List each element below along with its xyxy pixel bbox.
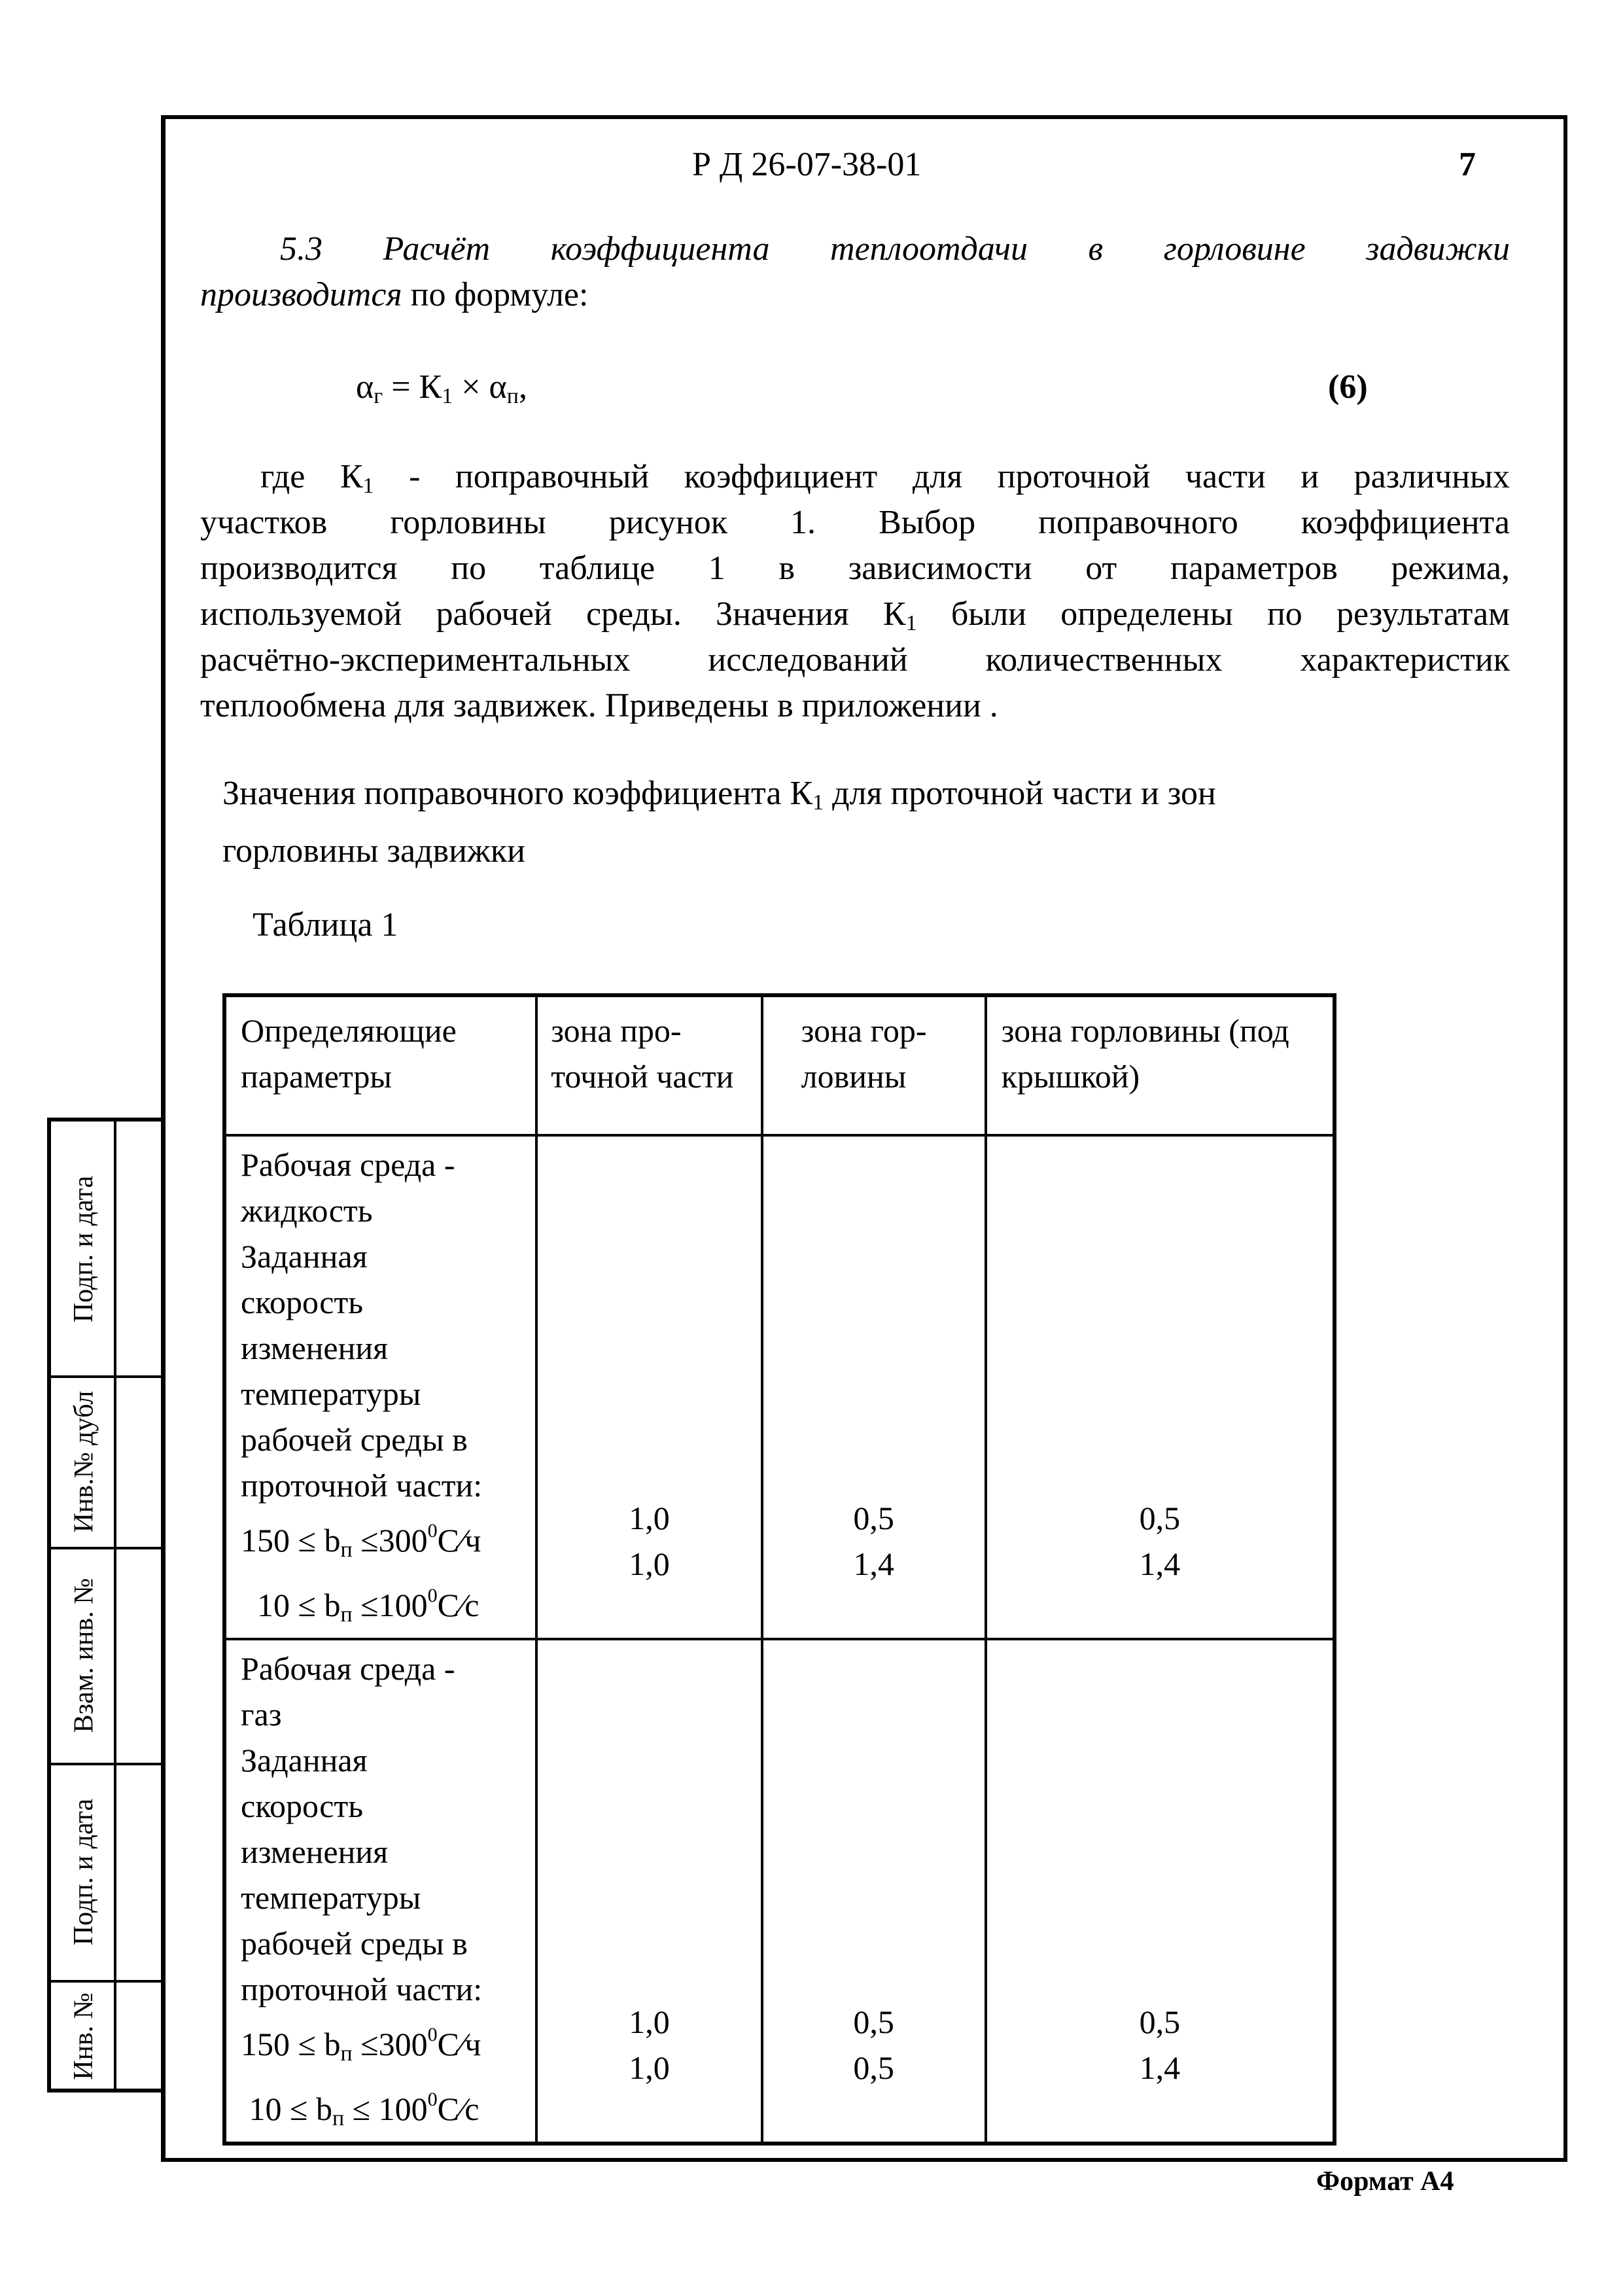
table-caption bbox=[222, 769, 1465, 875]
cell-value: 1,0 bbox=[629, 2049, 670, 2086]
k-subscript: 1 bbox=[442, 384, 453, 408]
cell-value: 1,4 bbox=[1139, 2049, 1181, 2086]
neck-zone-values bbox=[762, 1135, 986, 1639]
text: ≤ 100 bbox=[344, 2091, 428, 2127]
superscript: 0 bbox=[427, 1520, 438, 1542]
condition-line bbox=[241, 1508, 529, 1573]
param-line: изменения bbox=[241, 1330, 389, 1366]
section-heading-line1 bbox=[280, 226, 1510, 272]
heading-word: Расчёт bbox=[383, 230, 491, 268]
subscript: 1 bbox=[362, 474, 374, 498]
stamp-text: Инв. № bbox=[69, 1992, 99, 2080]
formula-equals: = К bbox=[383, 368, 442, 406]
table-row bbox=[224, 1135, 1335, 1639]
paper-format: Формат А4 bbox=[1316, 2166, 1454, 2197]
text: 150 ≤ b bbox=[241, 2026, 341, 2062]
cell-value: 0,5 bbox=[853, 1500, 894, 1536]
text: были определены по результатам bbox=[916, 595, 1510, 633]
subscript: 1 bbox=[905, 611, 917, 635]
header-neck-under-cover: зона горловины (под крышкой) bbox=[986, 995, 1335, 1135]
row-parameters bbox=[224, 1135, 536, 1639]
stamp-label bbox=[59, 1128, 109, 1370]
description-line6: теплообмена для задвижек. Приведены в приложении . bbox=[200, 687, 998, 724]
text: ≤100 bbox=[352, 1587, 428, 1623]
stamp-label bbox=[59, 1983, 109, 2090]
stamp-text: Взам. инв. № bbox=[69, 1578, 99, 1733]
section-heading-line2 bbox=[200, 272, 588, 318]
text: С⁄ч bbox=[437, 2026, 481, 2062]
formula-number: (6) bbox=[1328, 368, 1368, 406]
text: для проточной части и зон bbox=[824, 775, 1216, 812]
document-code: Р Д 26-07-38-01 bbox=[692, 146, 922, 183]
param-line: Заданная bbox=[241, 1742, 368, 1778]
table-header-row bbox=[224, 995, 1335, 1135]
description-line2: участков горловины рисунок 1. Выбор поправочного коэффициента bbox=[200, 504, 1510, 541]
param-line: рабочей среды в bbox=[241, 1925, 468, 1962]
table-row bbox=[224, 1639, 1335, 2144]
param-line: газ bbox=[241, 1696, 282, 1733]
text: ≤300 bbox=[352, 2026, 428, 2062]
margin-stamp bbox=[47, 1118, 161, 2093]
stamp-label bbox=[59, 1549, 109, 1761]
stamp-text: Подп. и дата bbox=[69, 1798, 99, 1946]
param-line: рабочей среды в bbox=[241, 1421, 468, 1458]
superscript: 0 bbox=[427, 1585, 438, 1606]
text: С⁄с bbox=[437, 1587, 480, 1623]
cell-value: 0,5 bbox=[853, 2004, 894, 2040]
subscript: 1 bbox=[812, 790, 824, 815]
subscript: п bbox=[340, 1538, 353, 1562]
cell-value: 0,5 bbox=[1139, 1500, 1181, 1536]
heading-word: теплоотдачи bbox=[830, 230, 1028, 268]
cell-value: 0,5 bbox=[853, 2049, 894, 2086]
text: С⁄ч bbox=[437, 1522, 481, 1559]
param-line: изменения bbox=[241, 1833, 389, 1870]
condition-line bbox=[241, 2077, 529, 2142]
section-number: 5.3 bbox=[280, 230, 323, 268]
formula-times: × α bbox=[453, 368, 507, 406]
condition-line bbox=[241, 2012, 529, 2077]
caption-line1 bbox=[222, 769, 1465, 827]
cell-value: 1,4 bbox=[853, 1545, 894, 1582]
heading-italic: производится bbox=[200, 276, 402, 313]
superscript: 0 bbox=[427, 2089, 438, 2110]
param-line: жидкость bbox=[241, 1192, 373, 1229]
neck-under-cover-values bbox=[986, 1639, 1335, 2144]
subscript: п bbox=[340, 1602, 353, 1627]
caption-line2: горловины задвижки bbox=[222, 832, 525, 870]
param-line: проточной части: bbox=[241, 1971, 483, 2007]
param-line: температуры bbox=[241, 1879, 421, 1916]
table-label: Таблица 1 bbox=[253, 906, 398, 944]
cell-value: 0,5 bbox=[1139, 2004, 1181, 2040]
text: 150 ≤ b bbox=[241, 1522, 341, 1559]
description-line5: расчётно-экспериментальных исследований количественных характеристик bbox=[200, 641, 1510, 679]
coefficient-table bbox=[222, 993, 1336, 2146]
superscript: 0 bbox=[427, 2024, 438, 2045]
text: 10 ≤ b bbox=[241, 1587, 341, 1623]
flow-zone-values bbox=[536, 1639, 761, 2144]
header-neck-zone: зона гор-ловины bbox=[762, 995, 986, 1135]
text: где К bbox=[260, 458, 363, 495]
alpha-subscript: п bbox=[506, 384, 519, 408]
formula-tail: , bbox=[519, 368, 527, 406]
heading-word: в горловине задвижки bbox=[1088, 230, 1510, 268]
param-line: скорость bbox=[241, 1284, 364, 1320]
subscript: п bbox=[332, 2106, 345, 2130]
header-parameters: Определяющие параметры bbox=[224, 995, 536, 1135]
stamp-text: Инв.№ дубл bbox=[69, 1390, 99, 1533]
cell-value: 1,0 bbox=[629, 1545, 670, 1582]
cell-value: 1,4 bbox=[1139, 1545, 1181, 1582]
text: ≤300 bbox=[352, 1522, 428, 1559]
param-line: температуры bbox=[241, 1375, 421, 1412]
flow-zone-values bbox=[536, 1135, 761, 1639]
param-line: Рабочая среда - bbox=[241, 1146, 455, 1183]
page-number: 7 bbox=[1459, 146, 1476, 183]
cell-value: 1,0 bbox=[629, 1500, 670, 1536]
condition-line bbox=[241, 1573, 529, 1638]
param-line: Рабочая среда - bbox=[241, 1650, 455, 1687]
cell-value: 1,0 bbox=[629, 2004, 670, 2040]
heading-rest: по формуле: bbox=[402, 276, 589, 313]
stamp-label bbox=[59, 1765, 109, 1979]
header-flow-zone: зона про-точной части bbox=[536, 995, 761, 1135]
description-line3: производится по таблице 1 в зависимости от параметров режима, bbox=[200, 550, 1510, 587]
neck-under-cover-values bbox=[986, 1135, 1335, 1639]
text: 10 ≤ b bbox=[241, 2091, 332, 2127]
neck-zone-values bbox=[762, 1639, 986, 2144]
text: - поправочный коэффициент для проточной части и различных bbox=[374, 458, 1510, 495]
text: С⁄с bbox=[437, 2091, 480, 2127]
heading-word: коэффициента bbox=[550, 230, 770, 268]
stamp-label bbox=[59, 1378, 109, 1545]
formula bbox=[356, 368, 527, 409]
alpha-subscript: г bbox=[374, 384, 383, 408]
alpha-symbol: α bbox=[356, 368, 374, 406]
subscript: п bbox=[340, 2041, 353, 2066]
param-line: Заданная bbox=[241, 1238, 368, 1275]
text: используемой рабочей среды. Значения К bbox=[200, 595, 906, 633]
param-line: проточной части: bbox=[241, 1467, 483, 1504]
stamp-text: Подп. и дата bbox=[69, 1175, 99, 1323]
row-parameters bbox=[224, 1639, 536, 2144]
param-line: скорость bbox=[241, 1788, 364, 1824]
text: Значения поправочного коэффициента К bbox=[222, 775, 813, 812]
